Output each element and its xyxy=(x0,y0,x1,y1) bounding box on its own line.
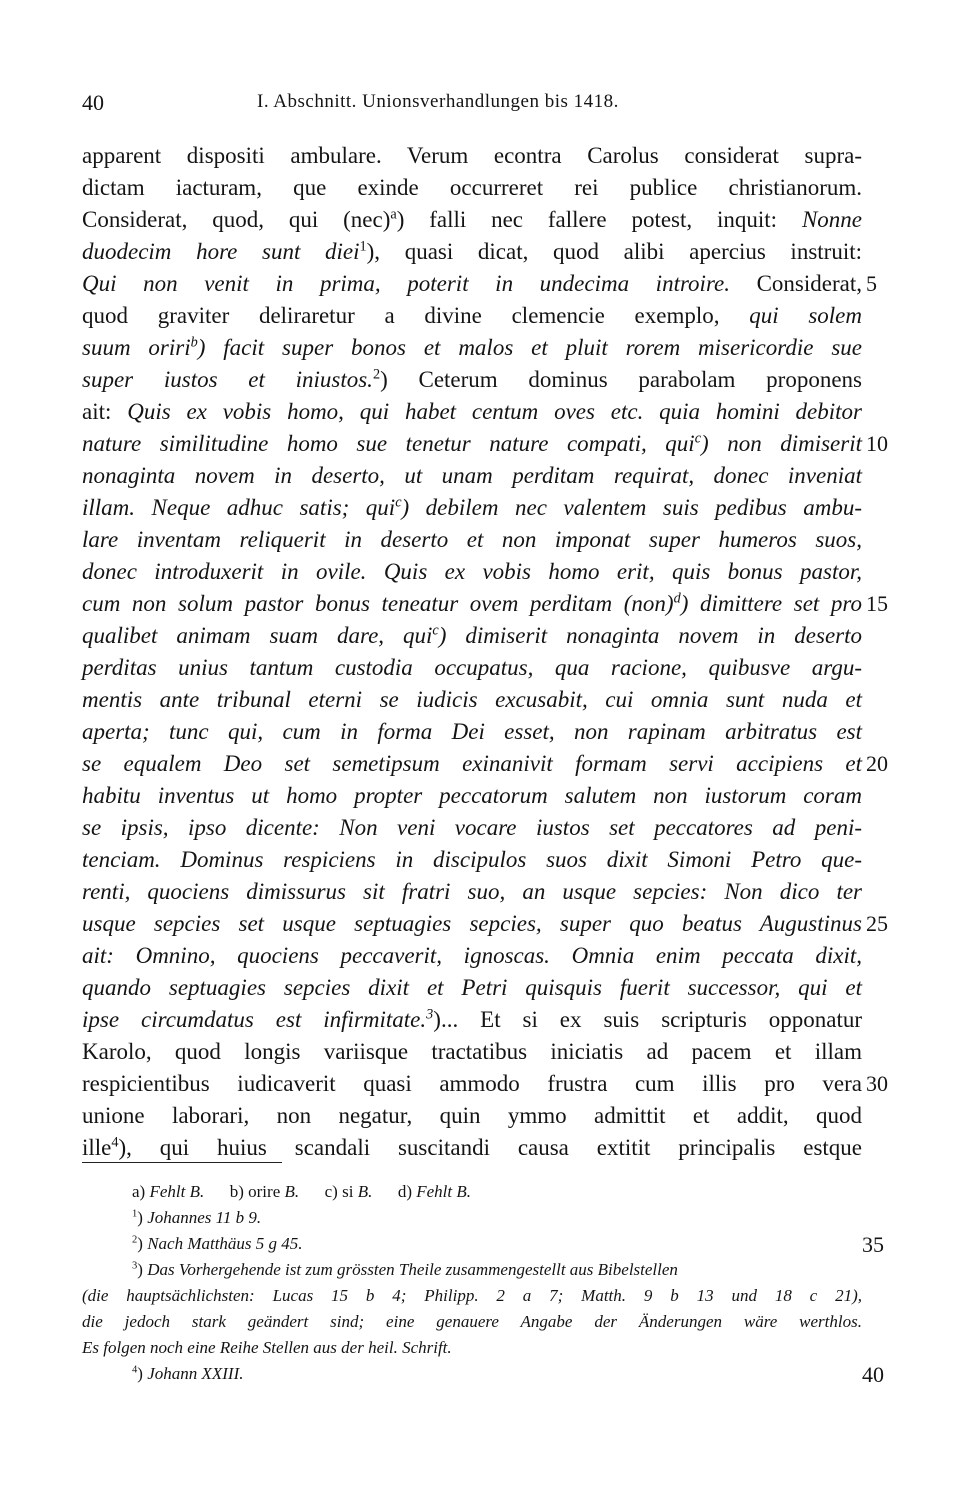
text-line: ait: Quis ex vobis homo, qui habet centum oves etc. quia homini debitor xyxy=(82,399,862,424)
line-number: 40 xyxy=(862,1362,884,1387)
line-number: 10 xyxy=(866,431,888,456)
text-line: qualibet animam suam dare, qui$^c$) dimiserit nonaginta novem in deserto xyxy=(82,622,862,648)
text-line: apparent dispositi ambulare. Verum econtra Carolus considerat supra- xyxy=(82,143,862,168)
text-line: habitu inventus ut homo propter peccatorum salutem non iustorum coram xyxy=(82,783,862,808)
text-line: mentis ante tribunal eterni se iudicis excusabit, cui omnia sunt nuda et xyxy=(82,687,862,712)
footnote-3-cont: Es folgen noch eine Reihe Stellen aus der heil. Schrift. xyxy=(82,1338,452,1357)
text-line: super iustos et iniustos.$^2$) Ceterum dominus parabolam proponens xyxy=(82,366,863,392)
line-number: 35 xyxy=(862,1232,884,1257)
text-line: donec introduxerit in ovile. Quis ex vobis homo erit, quis bonus pastor, xyxy=(82,559,862,584)
text-line: lare inventam reliquerit in deserto et non imponat super humeros suos, xyxy=(82,527,862,552)
text-line: se equalem Deo set semetipsum exinanivit formam servi accipiens et xyxy=(82,751,862,776)
text-line: ille$^4$), qui huius scandali suscitandi causa extitit principalis estque xyxy=(82,1134,862,1160)
footnote-1: $^1$) Johannes 11 b 9. xyxy=(132,1208,262,1227)
running-head: I. Abschnitt. Unionsverhandlungen bis 1418. xyxy=(257,91,619,112)
text-line: duodecim hore sunt diei$^1$), quasi dicat, quod alibi apercius instruit: xyxy=(82,238,862,264)
text-line: respicientibus iudicaverit quasi ammodo frustra cum illis pro vera xyxy=(82,1071,862,1096)
text-line: quod graviter deliraretur a divine clemencie exemplo, qui solem xyxy=(82,303,862,328)
text-line: unione laborari, non negatur, quin ymmo admittit et addit, quod xyxy=(82,1103,862,1128)
footnote-3-cont: die jedoch stark geändert sind; eine genauere Angabe der Änderungen wäre werthlos. xyxy=(82,1312,862,1331)
footnote-3: $^3$) Das Vorhergehende ist zum grössten Theile zusammengestellt aus Bibelstellen xyxy=(132,1260,678,1279)
text-line: suum oriri$^b$) facit super bonos et malos et pluit rorem misericordie sue xyxy=(82,334,862,360)
text-line: nature similitudine homo sue tenetur nature compati, qui$^c$) non dimiserit xyxy=(82,430,862,456)
line-number: 25 xyxy=(866,911,888,936)
line-number: 15 xyxy=(866,591,888,616)
text-line: Qui non venit in prima, poterit in undecima introire. Considerat, xyxy=(82,271,862,296)
text-line: dictam iacturam, que exinde occurreret rei publice christianorum. xyxy=(82,175,862,200)
text-line: cum non solum pastor bonus teneatur ovem perditam (non)$^d$) dimittere set pro xyxy=(82,590,862,616)
text-line: illam. Neque adhuc satis; qui$^c$) debilem nec valentem suis pedibus ambu- xyxy=(82,494,862,520)
text-line: nonaginta novem in deserto, ut unam perditam requirat, donec inveniat xyxy=(82,463,862,488)
text-line: tenciam. Dominus respiciens in discipulos suos dixit Simoni Petro que- xyxy=(82,847,862,872)
text-line: usque sepcies set usque septuagies sepcies, super quo beatus Augustinus xyxy=(82,911,862,936)
line-number: 5 xyxy=(866,271,877,296)
text-line: Karolo, quod longis variisque tractatibus iniciatis ad pacem et illam xyxy=(82,1039,862,1064)
footnote-rule xyxy=(82,1162,282,1163)
text-line: quando septuagies sepcies dixit et Petri quisquis fuerit successor, qui et xyxy=(82,975,862,1000)
text-line: Considerat, quod, qui (nec)$^a$) falli nec fallere potest, inquit: Nonne xyxy=(82,206,862,232)
page-header xyxy=(82,90,882,120)
text-line: ipse circumdatus est infirmitate.$^3$)... Et si ex suis scripturis opponatur xyxy=(82,1006,862,1032)
text-line: ait: Omnino, quociens peccaverit, ignoscas. Omnia enim peccata dixit, xyxy=(82,943,862,968)
text-line: perditas unius tantum custodia occupatus, qua racione, quibusve argu- xyxy=(82,655,862,680)
text-line: se ipsis, ipso dicente: Non veni vocare iustos set peccatores ad peni- xyxy=(82,815,862,840)
text-line: aperta; tunc qui, cum in forma Dei esset, non rapinam arbitratus est xyxy=(82,719,862,744)
page-number: 40 xyxy=(82,90,104,115)
line-number: 20 xyxy=(866,751,888,776)
line-number: 30 xyxy=(866,1071,888,1096)
variant-notes: a) Fehlt B. b) orire B. c) si B. d) Fehlt B. xyxy=(132,1182,472,1201)
footnote-2: $^2$) Nach Matthäus 5 g 45. xyxy=(132,1234,303,1253)
footnote-4: $^4$) Johann XXIII. xyxy=(132,1364,244,1383)
footnote-3-cont: (die hauptsächlichsten: Lucas 15 b 4; Philipp. 2 a 7; Matth. 9 b 13 und 18 c 21), xyxy=(82,1286,862,1305)
text-line: renti, quociens dimissurus sit fratri suo, an usque sepcies: Non dico ter xyxy=(82,879,862,904)
